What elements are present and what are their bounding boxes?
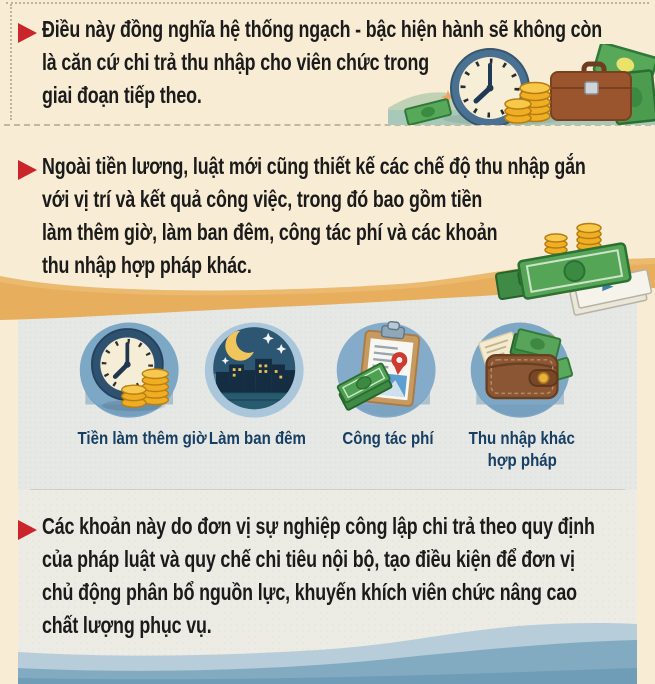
text-line: Điều này đồng nghĩa hệ thống ngạch - bậc hiện hành sẽ không còn	[42, 16, 602, 42]
text-line: Ngoài tiền lương, luật mới cũng thiết kế các chế độ thu nhập gắn	[42, 153, 586, 179]
income-type-other-income	[457, 316, 587, 472]
icon-label: Tiền làm thêm giờ	[77, 428, 207, 448]
bottom-waves-decoration	[18, 606, 637, 684]
text-line: làm thêm giờ, làm ban đêm, công tác phí và các khoản	[42, 219, 498, 245]
clock-briefcase-money-illustration	[388, 44, 655, 125]
income-type-night-work	[192, 316, 322, 450]
clock-with-coins-icon	[76, 316, 188, 426]
text-line: giai đoạn tiếp theo.	[42, 82, 202, 108]
text-line: Các khoản này do đơn vị sự nghiệp công lập chi trả theo quy định	[42, 513, 595, 539]
text-line: là căn cứ chi trả thu nhập cho viên chức trong	[42, 49, 430, 75]
text-line: chất lượng phục vụ.	[42, 612, 212, 638]
wallet-money-icon	[466, 316, 578, 426]
icon-label: Thu nhập khác hợp pháp	[468, 428, 576, 470]
clipboard-money-pin-icon	[332, 316, 444, 426]
text-line: chủ động phân bổ nguồn lực, khuyến khích viên chức nâng cao	[42, 579, 577, 605]
icon-label: Công tác phí	[342, 428, 434, 448]
card-divider-line	[30, 489, 625, 490]
text-line: của pháp luật và quy chế chi tiêu nội bộ, tạo điều kiện để đơn vị	[42, 546, 575, 572]
text-line: thu nhập hợp pháp khác.	[42, 252, 252, 278]
icon-label: Làm ban đêm	[208, 428, 306, 448]
top-dotted-border	[6, 2, 649, 4]
income-type-overtime	[67, 316, 207, 450]
bullet-arrow-icon	[18, 520, 37, 540]
bullet-arrow-icon	[18, 160, 37, 180]
text-line: với vị trí và kết quả công việc, trong đó bao gồm tiền	[42, 186, 483, 212]
money-bundles-illustration	[493, 222, 655, 317]
night-city-moon-icon	[201, 316, 313, 426]
left-dotted-border	[10, 4, 12, 120]
income-type-travel-allowance	[323, 316, 453, 450]
bullet-arrow-icon	[18, 23, 37, 43]
